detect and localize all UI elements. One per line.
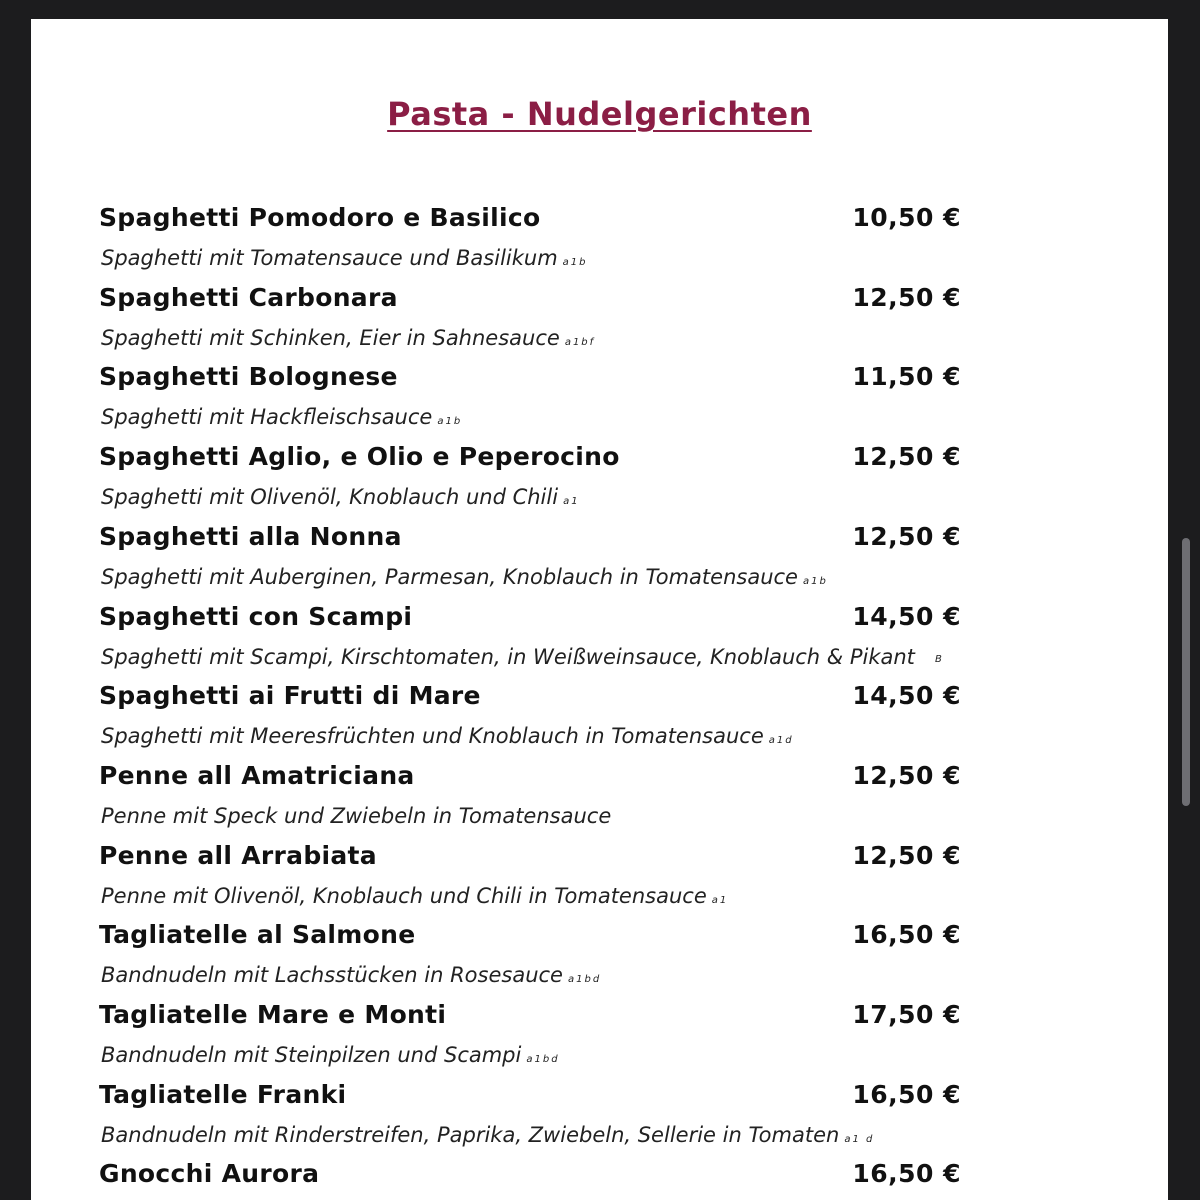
dish-description xyxy=(101,724,794,748)
dish-name: Spaghetti Pomodoro e Basilico xyxy=(99,203,541,232)
dish-price: 10,50 € xyxy=(852,203,961,232)
dish-price: 16,50 € xyxy=(852,1079,961,1109)
menu-item xyxy=(99,203,961,283)
dish-description-text: Spaghetti mit Tomatensauce und Basilikum xyxy=(101,246,558,270)
allergen-codes: a1bd xyxy=(567,974,602,986)
dish-description-text: Penne mit Speck und Zwiebeln in Tomatensauce xyxy=(101,803,612,828)
allergen-codes: a1 xyxy=(711,894,729,906)
dish-price: 12,50 € xyxy=(852,760,961,790)
dish-description-text: Spaghetti mit Schinken, Eier in Sahnesauce xyxy=(101,325,560,350)
dish-name: Spaghetti Aglio, e Olio e Peperocino xyxy=(99,442,620,472)
menu-item xyxy=(99,920,961,1000)
dish-description-text: Bandnudeln mit Steinpilzen und Scampi xyxy=(101,1043,522,1067)
dish-name: Tagliatelle Franki xyxy=(99,1079,347,1109)
dish-description xyxy=(101,963,601,987)
dish-price: 11,50 € xyxy=(852,362,961,392)
dish-description xyxy=(101,644,942,669)
allergen-codes: a1 d xyxy=(844,1133,875,1145)
menu-title: Pasta - Nudelgerichten xyxy=(387,95,812,133)
dish-description xyxy=(101,326,595,350)
dish-name: Tagliatelle al Salmone xyxy=(99,920,416,950)
allergen-codes: a1d xyxy=(768,735,794,747)
menu-item xyxy=(99,841,961,921)
dish-description xyxy=(101,884,728,908)
menu-item xyxy=(99,362,961,442)
menu-item xyxy=(99,522,961,602)
menu-item xyxy=(99,761,961,841)
dish-name: Spaghetti Carbonara xyxy=(99,282,398,312)
dish-name: Penne all Amatriciana xyxy=(99,760,415,790)
dish-description xyxy=(101,246,588,270)
dish-description xyxy=(101,485,580,509)
allergen-codes: a1b xyxy=(437,416,463,428)
menu-item xyxy=(99,602,961,682)
dish-name: Spaghetti alla Nonna xyxy=(99,521,402,551)
dish-name: Spaghetti Bolognese xyxy=(99,362,398,392)
dish-description-text: Spaghetti mit Meeresfrüchten und Knoblauch in Tomatensauce xyxy=(101,724,764,749)
dish-description xyxy=(101,804,611,828)
dish-description-text: Bandnudeln mit Rinderstreifen, Paprika, Zwiebeln, Sellerie in Tomaten xyxy=(101,1122,840,1147)
dish-name: Penne all Arrabiata xyxy=(99,840,377,870)
dish-description xyxy=(101,565,828,589)
allergen-codes: B xyxy=(935,653,942,665)
dish-price: 16,50 € xyxy=(852,920,961,950)
allergen-codes: a1b xyxy=(562,257,588,268)
dish-name: Gnocchi Aurora xyxy=(99,1159,320,1189)
dish-price: 14,50 € xyxy=(852,681,961,711)
allergen-codes: a1 xyxy=(563,496,580,508)
allergen-codes: a1bd xyxy=(526,1054,560,1065)
menu-page xyxy=(31,19,1168,1200)
dish-description-text: Spaghetti mit Olivenöl, Knoblauch und Chili xyxy=(101,485,559,510)
menu-item xyxy=(99,1159,961,1200)
dish-price: 17,50 € xyxy=(852,1000,961,1029)
dish-name: Spaghetti con Scampi xyxy=(99,601,413,631)
menu-item xyxy=(99,1080,961,1160)
dish-price: 16,50 € xyxy=(852,1159,961,1189)
dish-description-text: Spaghetti mit Auberginen, Parmesan, Knoblauch in Tomatensauce xyxy=(101,564,798,589)
dish-price: 12,50 € xyxy=(852,442,961,472)
dish-description-text: Penne mit Olivenöl, Knoblauch und Chili in Tomatensauce xyxy=(101,883,707,908)
dish-price: 12,50 € xyxy=(852,840,961,870)
dish-description-text: Bandnudeln mit Lachsstücken in Rosesauce xyxy=(101,963,563,988)
menu-item xyxy=(99,442,961,522)
dish-name: Spaghetti ai Frutti di Mare xyxy=(99,681,481,711)
dish-price: 12,50 € xyxy=(852,282,961,312)
menu-item xyxy=(99,1000,961,1080)
allergen-codes: a1b xyxy=(802,575,828,587)
dish-description-text: Spaghetti mit Hackfleischsauce xyxy=(101,405,433,430)
dish-description xyxy=(101,1043,560,1067)
allergen-codes: a1bf xyxy=(564,336,596,348)
menu-item xyxy=(99,681,961,761)
dish-price: 12,50 € xyxy=(852,521,961,551)
scrollbar-thumb[interactable] xyxy=(1182,538,1190,806)
dish-description xyxy=(101,1123,874,1147)
dish-description-text: Spaghetti mit Scampi, Kirschtomaten, in Weißweinsauce, Knoblauch & Pikant xyxy=(101,644,915,669)
dish-description xyxy=(101,405,462,429)
menu-item xyxy=(99,283,961,363)
dish-price: 14,50 € xyxy=(852,601,961,631)
dish-name: Tagliatelle Mare e Monti xyxy=(99,1000,447,1029)
